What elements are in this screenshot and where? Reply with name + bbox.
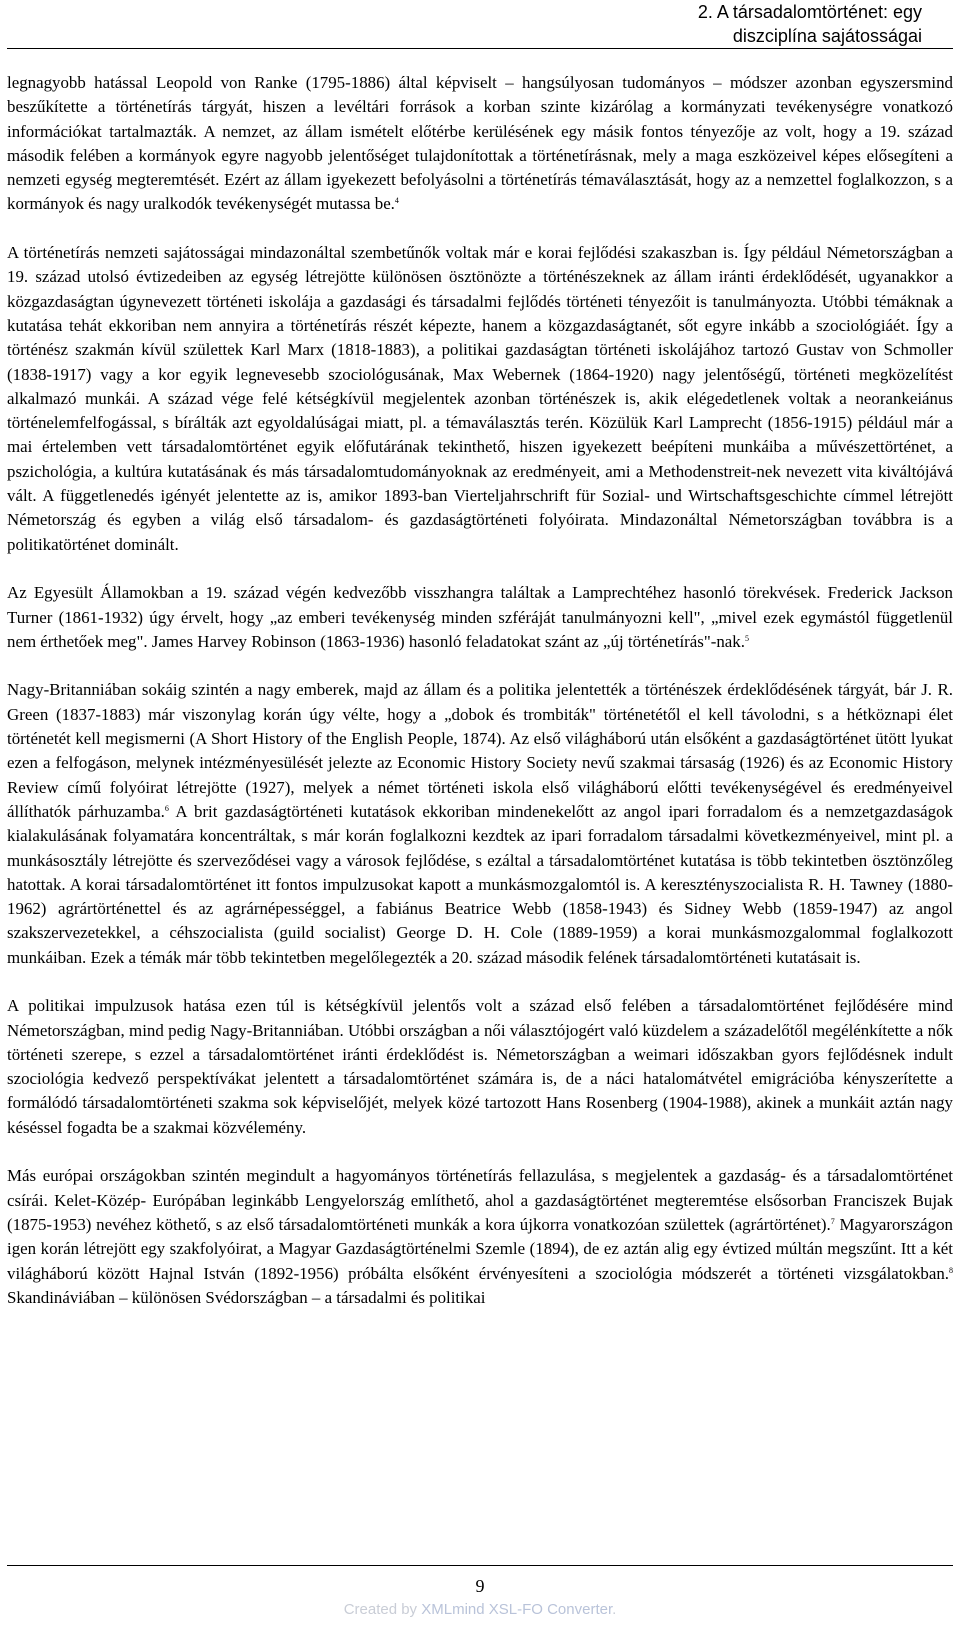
paragraph-5 xyxy=(7,994,953,1140)
paragraph-text-continued: A brit gazdaságtörténeti kutatások ekkoriban mindenekelőtt az angol ipari forradalom és a nemzetgazdaságok kialakulásának folyamatára koncentráltak, s már korán foglalkozni kezdtek az ipari forradalom társadalmi következményeivel, mint pl. a munkásosztály létrejötte és szerveződései vagy a városok fejlődése, s ezáltal a társadalomtörténet kutatása is több tekintetben ösztönzőleg hatottak. A korai társadalomtörténet itt fontos impulzusokat kapott a munkásmozgalomtól is. A keresztényszocialista R. H. Tawney (1880-1962) agrártörténettel és az agrárnépességgel, a fabiánus Beatrice Webb (1858-1943) és Sidney Webb (1859-1947) az angol szakszervezetekkel, a céhszocialista (guild socialist) George D. H. Cole (1889-1959) a korai munkásmozgalommal foglalkozott munkáiban. Ezek a témák már több tekintetben megelőlegezték a 20. század második felének társadalomtörténeti kutatásait is. xyxy=(7,801,953,967)
paragraph-2 xyxy=(7,241,953,557)
paragraph-text: legnagyobb hatással Leopold von Ranke (1795-1886) által képviselt – hangsúlyosan tudományos – módszer azonban egyszersmind beszűkítette a történetírás tárgyát, hiszen a levéltári források a korban szinte kizárólag a kormányzati tevékenységre vonatkozó információkat tartalmazták. A nemzet, az állam ismételt előtérbe kerülésének egy másik fontos tényezője az volt, hogy a 19. század második felében a kormányok egyre nagyobb jelentőséget tulajdonítottak a történetírásnak, mely a maga eszközeivel képes elősegíteni a nemzeti egység megteremtését. Ezért az állam igyekezett befolyásolni a történetírás témaválasztását, hogy az a nemzettel foglalkozzon, s a kormányok és nagy uralkodók tevékenységét mutassa be. xyxy=(7,73,953,214)
paragraph-4 xyxy=(7,678,953,970)
watermark-prefix: Created by xyxy=(343,1601,422,1618)
paragraph-text: Az Egyesült Államokban a 19. század végén kedvezőbb visszhangra találtak a Lamprechtéhez hasonló törekvések. Frederick Jackson Turner (1861-1932) úgy érvelt, hogy „az emberi tevékenység minden szféráját tanulmányozni kell", „mivel ezek egymástól függetlenül nem érthetőek meg". James Harvey Robinson (1863-1936) hasonló feladatokat szánt az „új történetírás"-nak. xyxy=(7,583,953,651)
watermark-brand-link[interactable]: XMLmind XSL-FO Converter xyxy=(421,1601,613,1618)
footnote-ref-5[interactable]: 5 xyxy=(744,633,749,643)
paragraph-text: A történetírás nemzeti sajátosságai mindazonáltal szembetűnők voltak már e korai fejlődési szakaszban is. Így például Németországban a 19. század utolsó évtizedeiben az egység létrejötte különösen ösztönözte a történészeknek az állam iránti érdeklődését, ugyanakkor a közgazdaságtan úgynevezett történeti iskolája a gazdasági és társadalmi fejlődés történeti tényezőit is tanulmányozta. Utóbbi témáknak a kutatása tehát ekkoriban nem annyira a történetírás részét képezte, hanem a közgazdaságtanét, sőt egyre inkább a szociológiáét. Így a történész szakmán kívül születtek Karl Marx (1818-1883), a politikai gazdaságtan történeti iskolájához tartozó Gustav von Schmoller (1838-1917) vagy a kor egyik legnevesebb szociológusának, Max Webernek (1864-1920) nagy jelentőségű, történeti megközelítést alkalmazó munkái. A század vége felé kétségkívül megjelentek azonban történészek is, akik elégedetlenek voltak a neorankeiánus történelemfelfogással, s bírálták azt egyoldalúságai miatt, pl. a témaválasztás terén. Közülük Karl Lamprecht (1856-1915) például már a mai értelemben vett társadalomtörténet egyik előfutárának tekinthető, hiszen igyekezett beépíteni munkáiba a művészettörténet, a pszichológia, a kultúra kutatásának és más társadalomtudományoknak az eredményeit, ami a Methodenstreit-nek nevezett vita kiváltójává vált. A függetlenedés igényét jelentette az is, amikor 1893-ban Vierteljahrschrift für Sozial- und Wirtschaftsgeschichte címmel létrejött Németország és egyben a világ első társadalom- és gazdaságtörténeti folyóirata. Mindazonáltal Németországban továbbra is a politikatörténet dominált. xyxy=(7,243,953,554)
paragraph-text-continued-2: Skandináviában – különösen Svédországban – a társadalmi és politikai xyxy=(7,1287,486,1307)
paragraph-3 xyxy=(7,581,953,654)
paragraph-text: Más európai országokban szintén megindult a hagyományos történetírás fellazulása, s megjelentek a gazdaság- és a társadalomtörténet csírái. Kelet-Közép- Európában leginkább Lengyelország említhető, ahol a gazdaságtörténet megteremtése elsősorban Franciszek Bujak (1875-1953) nevéhez köthető, s az első társadalomtörténeti munkák a kora újkorra vonatkozóan születtek (agrártörténet). xyxy=(7,1166,953,1234)
header-title-line-1: 2. A társadalomtörténet: egy xyxy=(697,2,922,22)
footnote-ref-8[interactable]: 8 xyxy=(949,1265,953,1275)
page-body xyxy=(7,71,953,1310)
footer-divider xyxy=(7,1565,953,1566)
header-divider xyxy=(7,48,953,49)
page-number: 9 xyxy=(475,1576,485,1596)
running-header xyxy=(522,0,922,48)
watermark-suffix: . xyxy=(612,1601,617,1618)
footnote-ref-7[interactable]: 7 xyxy=(830,1216,835,1226)
paragraph-text: A politikai impulzusok hatása ezen túl is kétségkívül jelentős volt a század első felében a társadalomtörténet fejlődésére mind Németországban, mind pedig Nagy-Britanniában. Utóbbi országban a női választójogért való küzdelem a századelőtől megélénkítette a nők történeti szerepe, s ezzel a társadalomtörténet iránti érdeklődést is. Németországban a weimari időszakban gyors fejlődésnek indult szociológia kedvező perspektívákat jelentett a társadalomtörténet számára is, de a náci hatalomátvétel emigrációba kényszerítette a formálódó társadalomtörténeti szakma sok képviselőjét, melyek közé tartozott Hans Rosenberg (1904-1988), akinek a munkáit aztán nagy késéssel fogadta be a szakmai közvélemény. xyxy=(7,996,953,1137)
footnote-ref-6[interactable]: 6 xyxy=(164,803,169,813)
paragraph-text: Nagy-Britanniában sokáig szintén a nagy emberek, majd az állam és a politika jelentették a történészek érdeklődésének tárgyát, bár J. R. Green (1837-1883) már viszonylag korán úgy vélte, hogy a „dobok és trombiták" történetétől el kell távolodni, s a hétköznapi élet történetét kell megismerni (A Short History of the English People, 1874). Az első világháború után elsőként a gazdaságtörténet ütött lyukat ezen a felfogáson, melynek intézményesülését jelezte az Economic History Society nevű szakmai társaság (1926) és az Economic History Review című folyóirat létrejötte (1927), melyek a német történeti iskola első világháború előtti tevékenységével és eredményeivel állíthatók párhuzamba. xyxy=(7,680,953,821)
paragraph-6 xyxy=(7,1164,953,1310)
paragraph-text-continued: Magyarországon igen korán létrejött egy szakfolyóirat, a Magyar Gazdaságtörténelmi Szemle (1894), de ez aztán alig egy évtized múltán megszűnt. Itt a két világháború között Hajnal István (1892-1956) próbálta elsőként érvényesíteni a szociológia módszerét a történeti vizsgálatokban. xyxy=(7,1214,953,1283)
header-title-line-2: diszciplína sajátosságai xyxy=(732,26,922,46)
footnote-ref-4[interactable]: 4 xyxy=(394,196,399,206)
paragraph-1 xyxy=(7,71,953,217)
converter-watermark xyxy=(0,1600,960,1620)
